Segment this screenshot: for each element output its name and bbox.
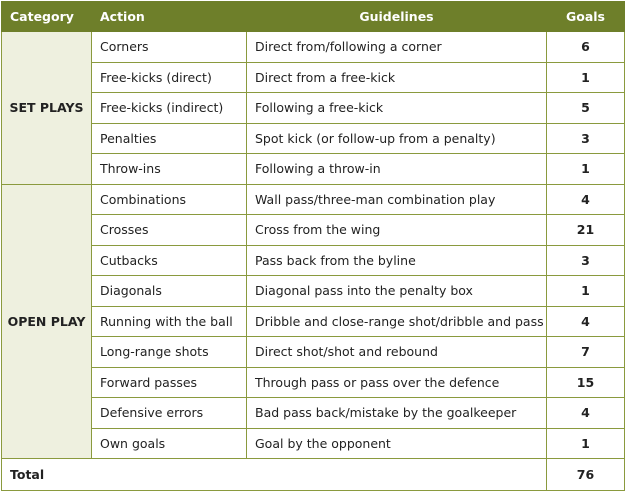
goals-cell: 15 [547,367,625,398]
table-row [2,154,625,185]
action-cell: Throw-ins [92,154,247,185]
table-row [2,306,625,337]
goals-cell: 3 [547,123,625,154]
table-row [2,123,625,154]
goals-cell: 4 [547,398,625,429]
goals-cell: 6 [547,32,625,63]
guideline-cell: Direct shot/shot and rebound [247,337,547,368]
goals-cell: 7 [547,337,625,368]
guideline-cell: Diagonal pass into the penalty box [247,276,547,307]
header-category: Category [2,2,92,32]
goals-cell: 1 [547,154,625,185]
goals-cell: 1 [547,276,625,307]
table-row [2,32,625,63]
header-row [2,2,625,32]
header-action: Action [92,2,247,32]
action-cell: Combinations [92,184,247,215]
goals-cell: 4 [547,184,625,215]
table-row [2,398,625,429]
category-cell-set-plays: SET PLAYS [2,32,92,185]
table-row [2,184,625,215]
guideline-cell: Following a throw-in [247,154,547,185]
goals-cell: 3 [547,245,625,276]
total-goals: 76 [547,459,625,491]
goals-table [1,1,625,491]
goals-cell: 5 [547,93,625,124]
action-cell: Cutbacks [92,245,247,276]
guideline-cell: Following a free-kick [247,93,547,124]
table-row [2,428,625,459]
action-cell: Forward passes [92,367,247,398]
action-cell: Running with the ball [92,306,247,337]
table-row [2,367,625,398]
action-cell: Diagonals [92,276,247,307]
guideline-cell: Wall pass/three-man combination play [247,184,547,215]
table-row [2,93,625,124]
guideline-cell: Bad pass back/mistake by the goalkeeper [247,398,547,429]
guideline-cell: Through pass or pass over the defence [247,367,547,398]
goals-cell: 4 [547,306,625,337]
category-cell-open-play: OPEN PLAY [2,184,92,459]
table-row [2,276,625,307]
action-cell: Penalties [92,123,247,154]
guideline-cell: Direct from/following a corner [247,32,547,63]
action-cell: Crosses [92,215,247,246]
action-cell: Long-range shots [92,337,247,368]
header-guidelines: Guidelines [247,2,547,32]
header-goals: Goals [547,2,625,32]
table-body [2,32,625,491]
table-row [2,337,625,368]
total-label: Total [2,459,547,491]
action-cell: Corners [92,32,247,63]
action-cell: Defensive errors [92,398,247,429]
table-row [2,245,625,276]
action-cell: Free-kicks (indirect) [92,93,247,124]
guideline-cell: Goal by the opponent [247,428,547,459]
goals-cell: 1 [547,428,625,459]
guideline-cell: Cross from the wing [247,215,547,246]
guideline-cell: Pass back from the byline [247,245,547,276]
action-cell: Own goals [92,428,247,459]
table-row [2,215,625,246]
guideline-cell: Direct from a free-kick [247,62,547,93]
goals-cell: 1 [547,62,625,93]
table-row [2,62,625,93]
guideline-cell: Spot kick (or follow-up from a penalty) [247,123,547,154]
action-cell: Free-kicks (direct) [92,62,247,93]
guideline-cell: Dribble and close-range shot/dribble and pass [247,306,547,337]
goals-cell: 21 [547,215,625,246]
total-row [2,459,625,491]
